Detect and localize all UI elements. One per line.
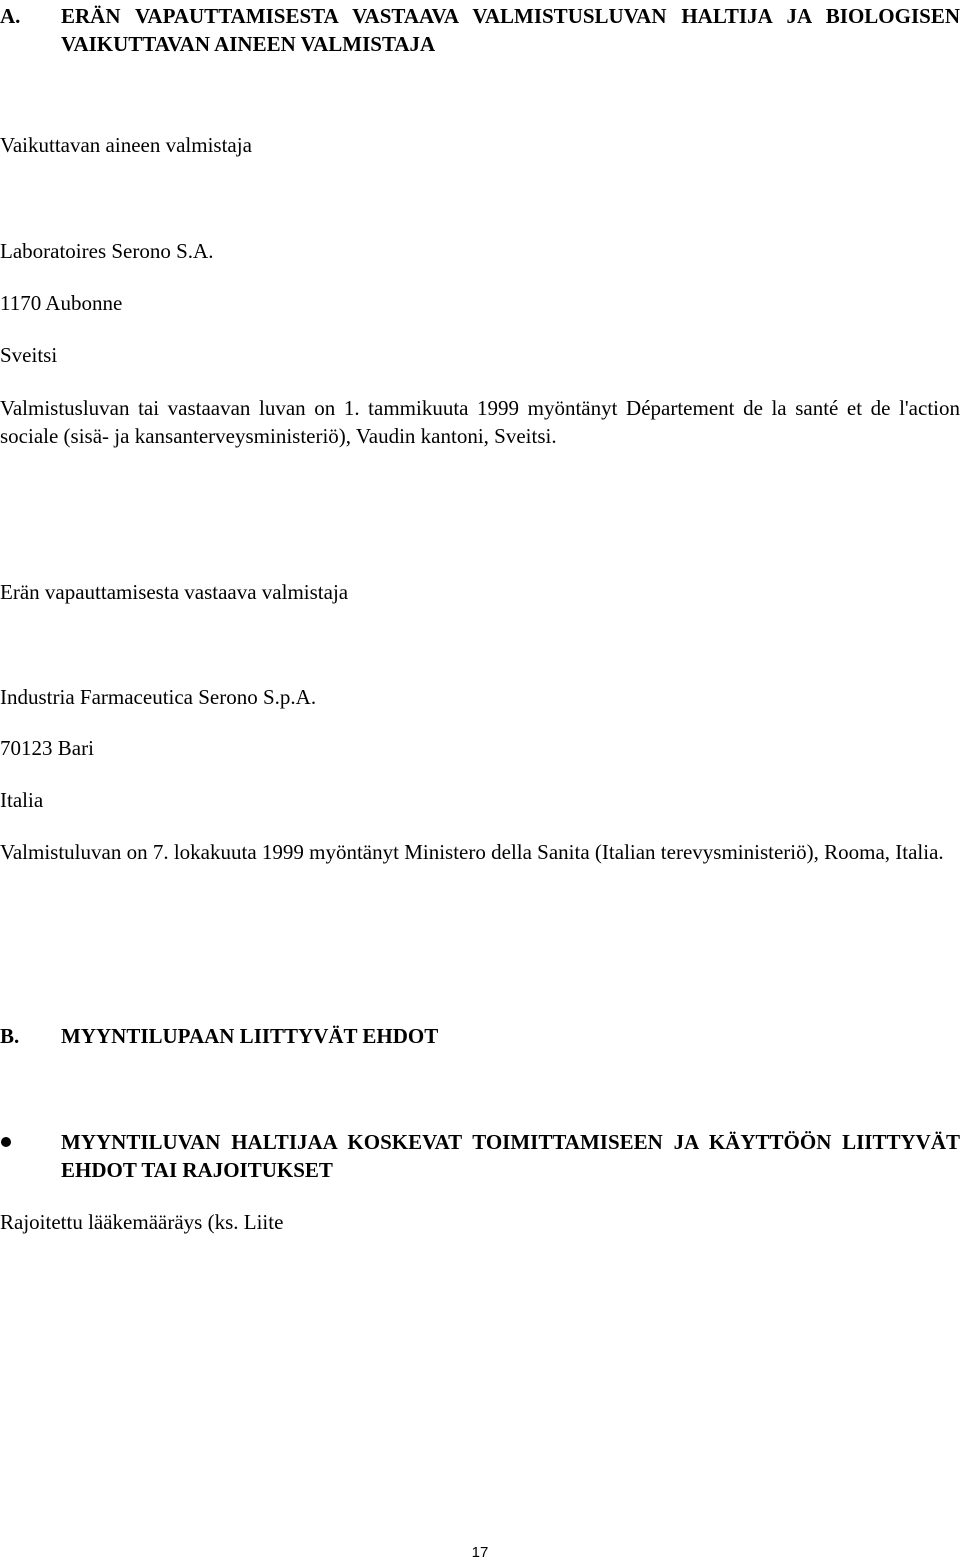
batch-release-manufacturer-name: Industria Farmaceutica Serono S.p.A.	[0, 685, 317, 709]
active-substance-manufacturer-heading: Vaikuttavan aineen valmistaja	[0, 133, 252, 157]
active-substance-manufacturer-city: 1170 Aubonne	[0, 291, 123, 315]
batch-release-manufacturer-city: 70123 Bari	[0, 736, 94, 760]
section-b-heading	[0, 1022, 960, 1050]
conditions-text: Rajoitettu lääkemääräys (ks. Liite	[0, 1210, 284, 1234]
section-a-number: A.	[0, 4, 21, 28]
section-b-number: B.	[0, 1024, 20, 1048]
section-a-title: ERÄN VAPAUTTAMISESTA VASTAAVA VALMISTUSLUVAN HALTIJA JA BIOLOGISEN VAIKUTTAVAN AINEEN VALMISTAJA	[61, 4, 960, 56]
batch-release-manufacturer-country: Italia	[0, 788, 44, 812]
active-substance-manufacturer-name: Laboratoires Serono S.A.	[0, 239, 214, 263]
conditions-bullet-title: MYYNTILUVAN HALTIJAA KOSKEVAT TOIMITTAMISEEN JA KÄYTTÖÖN LIITTYVÄT EHDOT TAI RAJOITUKSET	[61, 1130, 960, 1182]
active-substance-manufacturer-license: Valmistusluvan tai vastaavan luvan on 1. tammikuuta 1999 myöntänyt Département de la santé et de l'action sociale (sisä- ja kansanterveysministeriö), Vaudin kantoni, Sveitsi.	[0, 396, 960, 448]
section-a-heading	[0, 2, 960, 58]
bullet-icon	[1, 1137, 11, 1147]
conditions-bullet-item	[0, 1128, 960, 1184]
batch-release-manufacturer-license: Valmistuluvan on 7. lokakuuta 1999 myöntänyt Ministero della Sanita (Italian terevysministeriö), Rooma, Italia.	[0, 840, 944, 864]
batch-release-manufacturer-heading: Erän vapauttamisesta vastaava valmistaja	[0, 580, 349, 604]
page-number: 17	[471, 1544, 489, 1561]
section-b-title: MYYNTILUPAAN LIITTYVÄT EHDOT	[61, 1024, 439, 1048]
active-substance-manufacturer-country: Sveitsi	[0, 343, 58, 367]
